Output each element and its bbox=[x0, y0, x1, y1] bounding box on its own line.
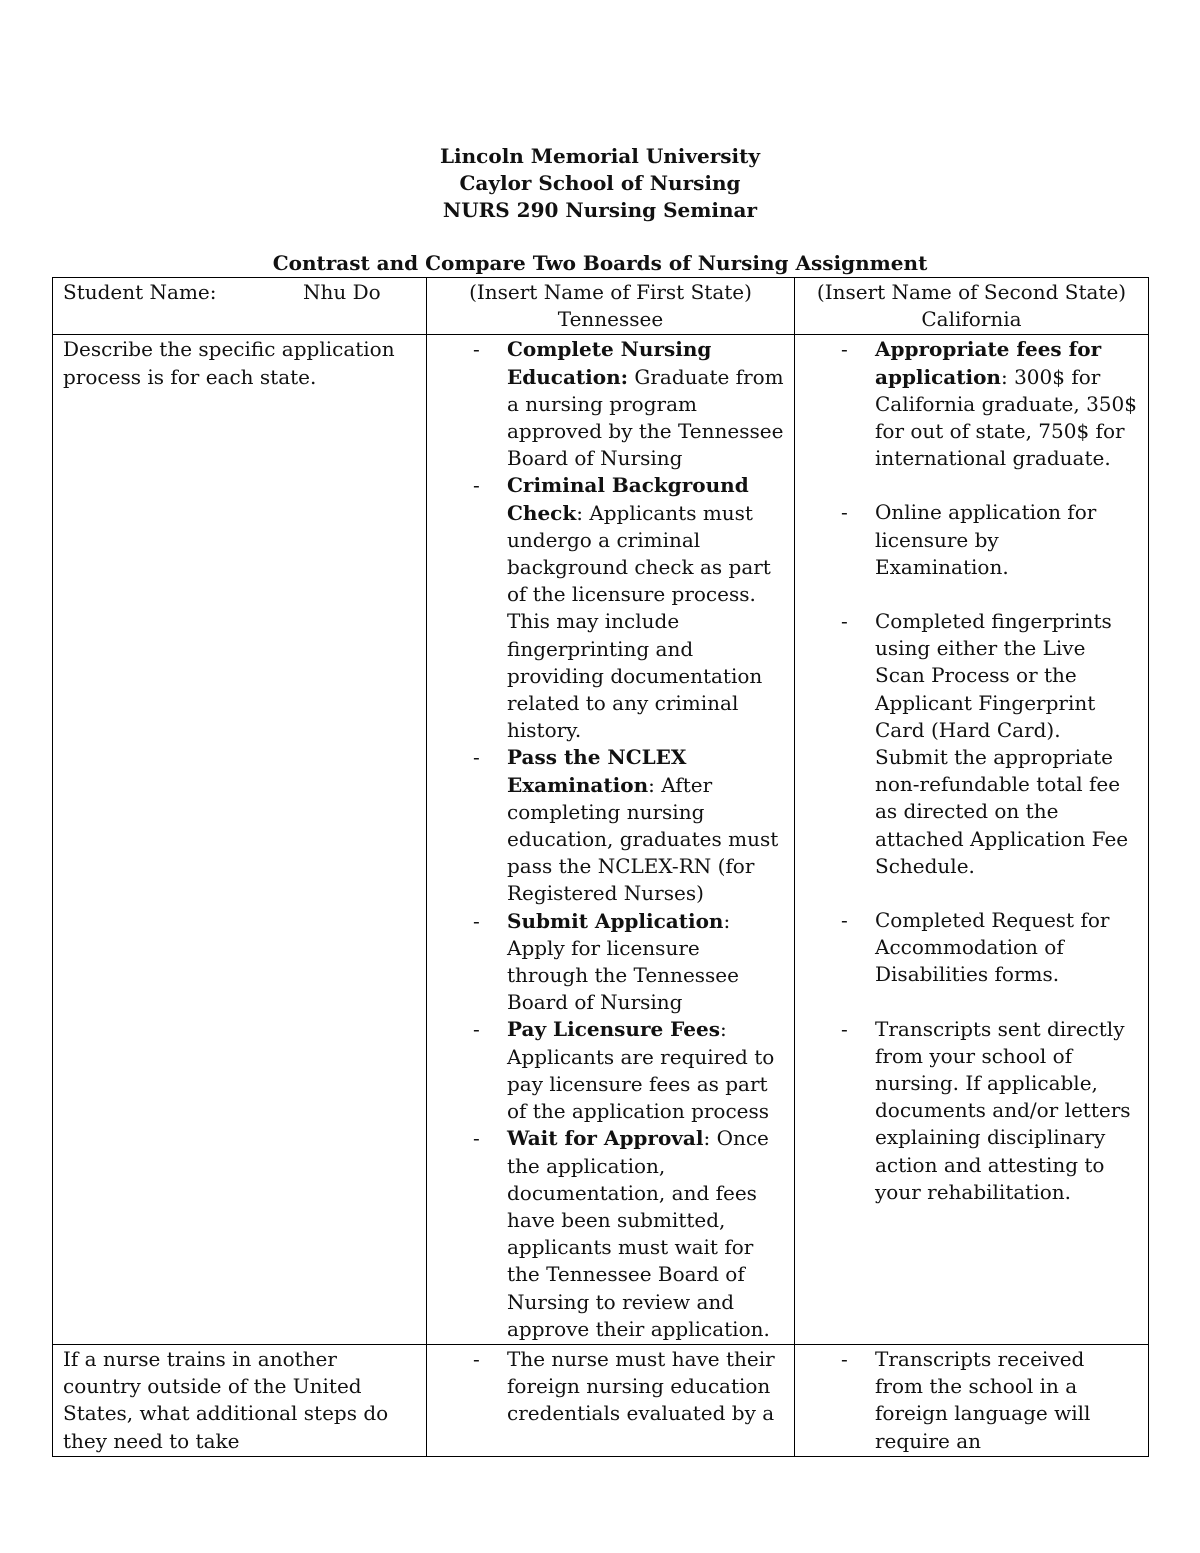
comparison-table bbox=[52, 277, 1149, 1457]
list-item-text: Completed fingerprints using either the Live Scan Process or the Applicant Fingerprint Card (Hard Card). Submit the appropriate non-refundable total fee as directed on the attached Application Fee Schedule. bbox=[875, 609, 1129, 878]
list-item bbox=[437, 472, 784, 744]
dash-bullet: - bbox=[473, 1126, 480, 1151]
california-foreign-cell bbox=[795, 1344, 1149, 1456]
list-item-text: : Once the application, documentation, and fees have been submitted, applicants must wait for the Tennessee Board of Nursing to review and approve their application. bbox=[507, 1126, 770, 1341]
list-item-text: : Apply for licensure through the Tennessee Board of Nursing bbox=[507, 908, 739, 1015]
first-state-header bbox=[427, 278, 795, 335]
student-name-label: Student Name: bbox=[63, 280, 217, 304]
list-item bbox=[437, 1125, 784, 1343]
dash-bullet: - bbox=[473, 1346, 480, 1371]
list-item bbox=[805, 1346, 1138, 1455]
dash-bullet: - bbox=[473, 337, 480, 362]
tennessee-foreign-list bbox=[437, 1346, 784, 1428]
list-item bbox=[437, 336, 784, 472]
list-item-text: : Applicants must undergo a criminal background check as part of the licensure process. This may include fingerprinting and providing documentation related to any criminal history. bbox=[507, 500, 771, 743]
table-row bbox=[53, 335, 1149, 1345]
list-item-heading: Pay Licensure Fees bbox=[507, 1017, 720, 1042]
second-state-header bbox=[795, 278, 1149, 335]
list-item-text: Completed Request for Accommodation of Disabilities forms. bbox=[875, 908, 1110, 987]
school-name: Caylor School of Nursing bbox=[459, 171, 741, 195]
list-item bbox=[437, 1346, 784, 1428]
list-item bbox=[805, 907, 1138, 989]
list-item-text: Graduate from a nursing program approved by the Tennessee Board of Nursing bbox=[507, 364, 784, 471]
assignment-title: Contrast and Compare Two Boards of Nursing Assignment bbox=[272, 251, 928, 275]
second-state-prompt: (Insert Name of Second State) bbox=[816, 280, 1127, 304]
dash-bullet: - bbox=[473, 908, 480, 933]
student-name-value: Nhu Do bbox=[303, 280, 381, 304]
california-foreign-list bbox=[805, 1346, 1138, 1455]
dash-bullet: - bbox=[841, 1016, 848, 1041]
table-header-row bbox=[53, 278, 1149, 335]
university-name: Lincoln Memorial University bbox=[439, 144, 761, 168]
list-item-text: : After completing nursing education, graduates must pass the NCLEX-RN (for Registered Nurses) bbox=[507, 772, 779, 906]
tennessee-foreign-cell bbox=[427, 1344, 795, 1456]
tennessee-requirements-list bbox=[437, 336, 784, 1343]
list-item-heading: Wait for Approval bbox=[507, 1126, 704, 1151]
california-requirements-list bbox=[805, 336, 1138, 1206]
first-state-name: Tennessee bbox=[557, 307, 664, 332]
list-item bbox=[805, 608, 1138, 880]
list-item-text: The nurse must have their foreign nursing education credentials evaluated by a bbox=[507, 1346, 775, 1426]
list-item bbox=[437, 744, 784, 907]
list-item-text: : 300$ for California graduate, 350$ for out of state, 750$ for international graduate. bbox=[875, 364, 1137, 471]
first-state-prompt: (Insert Name of First State) bbox=[469, 280, 752, 304]
application-question-cell bbox=[53, 335, 427, 1345]
student-name-cell bbox=[53, 278, 427, 335]
dash-bullet: - bbox=[841, 1346, 848, 1371]
dash-bullet: - bbox=[473, 1017, 480, 1042]
dash-bullet: - bbox=[841, 609, 848, 634]
list-item-heading: Submit Application bbox=[507, 908, 724, 933]
list-item-heading: Pass the NCLEX Examination bbox=[507, 745, 687, 797]
document-header bbox=[0, 143, 1200, 224]
list-item-text: Transcripts received from the school in a foreign language will require an bbox=[875, 1346, 1091, 1453]
dash-bullet: - bbox=[473, 473, 480, 498]
second-state-name: California bbox=[921, 307, 1022, 332]
list-item bbox=[805, 336, 1138, 472]
list-item bbox=[805, 499, 1138, 581]
list-item-text: Transcripts sent directly from your school of nursing. If applicable, documents and/or letters explaining disciplinary action and attesting to your rehabilitation. bbox=[875, 1016, 1131, 1204]
list-item-text: Online application for licensure by Examination. bbox=[875, 500, 1097, 579]
dash-bullet: - bbox=[473, 745, 480, 770]
california-application-cell bbox=[795, 335, 1149, 1345]
list-item bbox=[437, 1016, 784, 1125]
tennessee-application-cell bbox=[427, 335, 795, 1345]
foreign-question: If a nurse trains in another country outside of the United States, what additional steps do they need to take bbox=[63, 1346, 389, 1453]
course-name: NURS 290 Nursing Seminar bbox=[442, 198, 758, 222]
list-item-heading: Appropriate fees for application bbox=[875, 337, 1102, 389]
list-item bbox=[437, 908, 784, 1017]
list-item bbox=[805, 1016, 1138, 1206]
list-item-heading: Complete Nursing Education: bbox=[507, 337, 712, 389]
dash-bullet: - bbox=[841, 908, 848, 933]
list-item-text: : Applicants are required to pay licensure fees as part of the application process bbox=[507, 1017, 775, 1124]
dash-bullet: - bbox=[841, 500, 848, 525]
table-row bbox=[53, 1344, 1149, 1456]
application-question: Describe the specific application process is for each state. bbox=[63, 337, 395, 389]
list-item-heading: Criminal Background Check bbox=[507, 473, 749, 525]
dash-bullet: - bbox=[841, 337, 848, 362]
foreign-question-cell bbox=[53, 1344, 427, 1456]
